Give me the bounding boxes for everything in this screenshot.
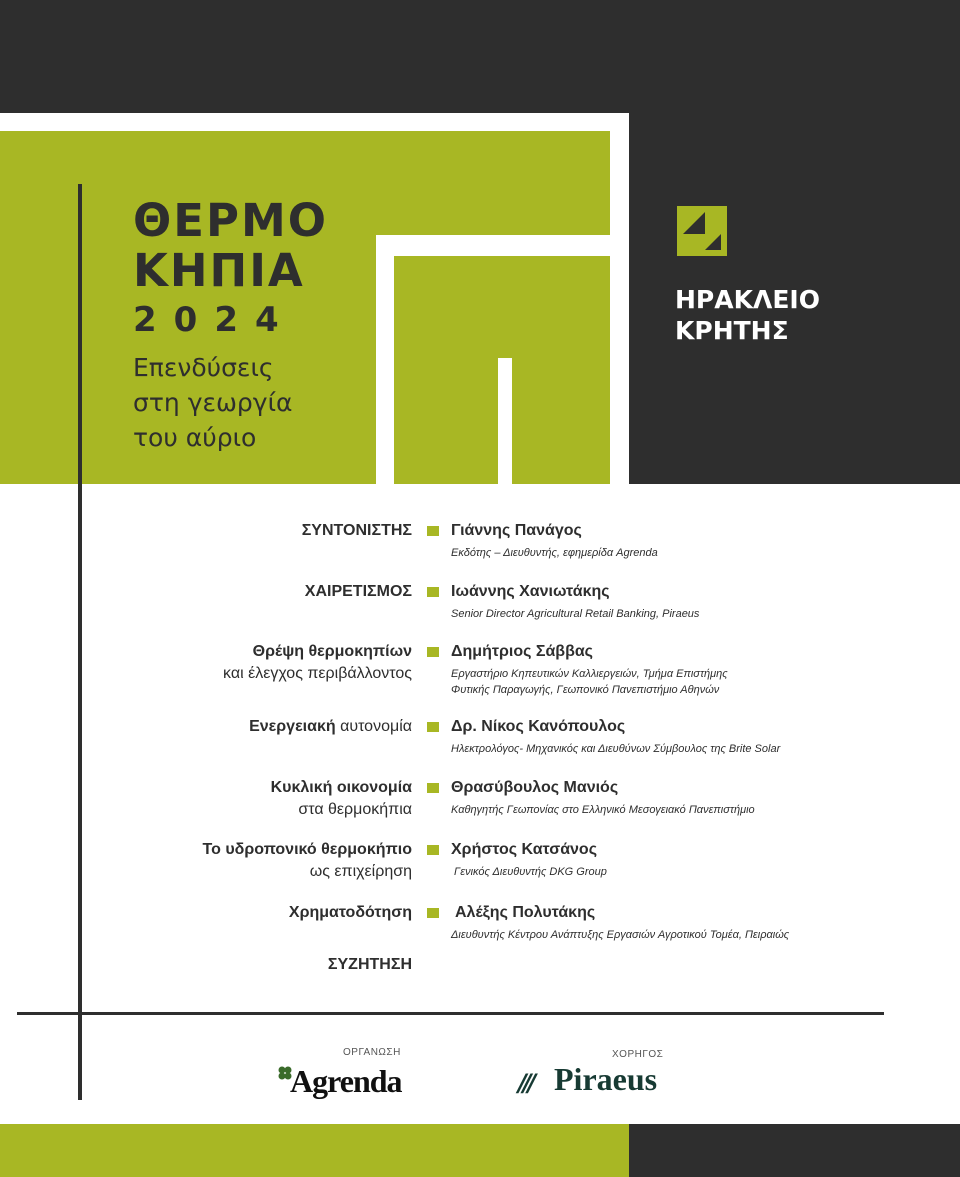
title-line-1: ΘΕΡΜΟ bbox=[133, 194, 329, 247]
session-label: Ενεργειακή αυτονομία bbox=[249, 718, 412, 735]
speaker-title: Γενικός Διευθυντής DKG Group bbox=[454, 866, 607, 878]
agrenda-logo: Agrenda bbox=[290, 1063, 402, 1099]
subtitle-line-2: στη γεωργία bbox=[133, 388, 293, 417]
speaker-title: Καθηγητής Γεωπονίας στο Ελληνικό Μεσογειακό Πανεπιστήμιο bbox=[451, 804, 755, 816]
bottom-band-dark bbox=[629, 1124, 960, 1177]
speaker-name: Δημήτριος Σάββας bbox=[451, 643, 593, 660]
city-name bbox=[675, 284, 820, 346]
session-label: Χρηματοδότηση bbox=[288, 904, 412, 921]
bullet-marker bbox=[427, 908, 439, 918]
bullet-marker bbox=[427, 647, 439, 657]
speaker-title: Εκδότης – Διευθυντής, εφημερίδα Agrenda bbox=[451, 547, 658, 559]
subtitle-line-1: Επενδύσεις bbox=[133, 353, 274, 382]
horizontal-rule bbox=[17, 1012, 884, 1015]
organizer-caption: ΟΡΓΑΝΩΣΗ bbox=[343, 1047, 401, 1058]
title-line-2: ΚΗΠΙΑ bbox=[133, 244, 305, 297]
bottom-band-green bbox=[0, 1124, 629, 1177]
session-label: ΣΥΖΗΤΗΣΗ bbox=[327, 956, 412, 973]
speaker-name: Ιωάννης Χανιωτάκης bbox=[451, 583, 610, 600]
piraeus-bars-icon: /// bbox=[518, 1069, 533, 1097]
bullet-marker bbox=[427, 722, 439, 732]
session-label: Κυκλική οικονομία στα θερμοκήπια bbox=[270, 779, 412, 818]
top-band bbox=[0, 0, 960, 113]
city-line-2: ΚΡΗΤΗΣ bbox=[675, 316, 789, 345]
city-line-1: ΗΡΑΚΛΕΙΟ bbox=[675, 285, 820, 314]
session-label: Το υδροπονικό θερμοκήπιο ως επιχείρηση bbox=[202, 841, 412, 880]
piraeus-logo: Piraeus bbox=[554, 1061, 658, 1097]
speaker-title-2: Φυτικής Παραγωγής, Γεωπονικό Πανεπιστήμιο Αθηνών bbox=[451, 684, 720, 696]
event-logo-icon bbox=[677, 206, 727, 256]
session-label: ΧΑΙΡΕΤΙΣΜΟΣ bbox=[304, 583, 412, 600]
subtitle-line-3: του αύριο bbox=[133, 423, 257, 452]
speaker-title: Ηλεκτρολόγος- Μηχανικός και Διευθύνων Σύμβουλος της Brite Solar bbox=[451, 743, 781, 755]
session-label: ΣΥΝΤΟΝΙΣΤΗΣ bbox=[301, 522, 412, 539]
session-label: Θρέψη θερμοκηπίων και έλεγχος περιβάλλοντος bbox=[223, 643, 412, 682]
speaker-title: Senior Director Agricultural Retail Banking, Piraeus bbox=[451, 608, 700, 620]
bullet-marker bbox=[427, 526, 439, 536]
bullet-marker bbox=[427, 783, 439, 793]
bullet-marker bbox=[427, 587, 439, 597]
sponsor-caption: ΧΟΡΗΓΟΣ bbox=[612, 1049, 664, 1060]
speaker-name: Θρασύβουλος Μανιός bbox=[451, 779, 619, 796]
speaker-name: Γιάννης Πανάγος bbox=[451, 522, 582, 539]
speaker-title: Διευθυντής Κέντρου Ανάπτυξης Εργασιών Αγροτικού Τομέα, Πειραιώς bbox=[451, 929, 790, 941]
title-year: 2024 bbox=[133, 300, 296, 340]
frame-gap bbox=[498, 358, 512, 484]
speaker-name: Δρ. Νίκος Κανόπουλος bbox=[451, 718, 626, 735]
speaker-title: Εργαστήριο Κηπευτικών Καλλιεργειών, Τμήμα Επιστήμης bbox=[451, 668, 728, 680]
speaker-name: Αλέξης Πολυτάκης bbox=[455, 904, 596, 921]
bullet-marker bbox=[427, 845, 439, 855]
speaker-name: Χρήστος Κατσάνος bbox=[451, 841, 598, 858]
vertical-rule bbox=[78, 184, 82, 1100]
